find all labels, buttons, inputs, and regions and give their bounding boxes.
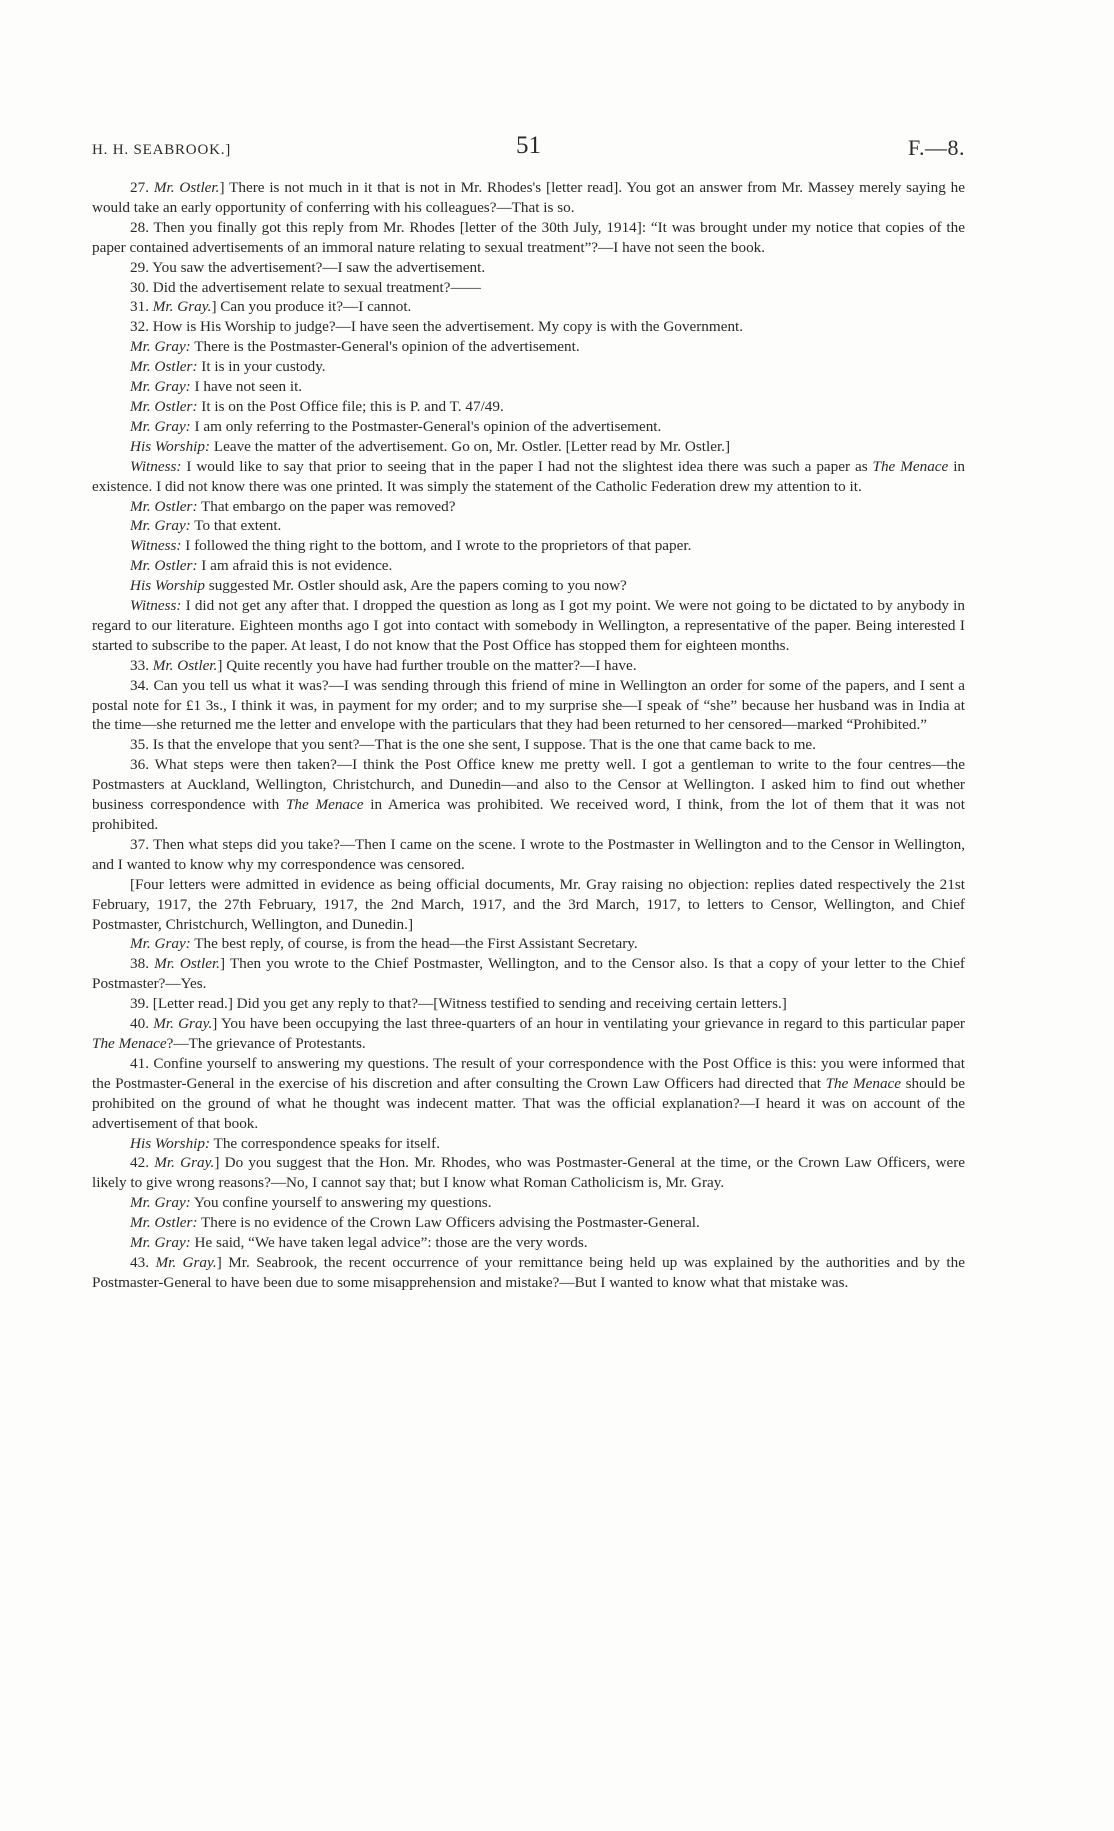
page-number: 51 [516, 132, 541, 159]
italic-text-run: Mr. Ostler: [130, 1214, 198, 1232]
text-run: 43. [130, 1253, 156, 1271]
paragraph [92, 397, 965, 417]
paragraph [92, 258, 965, 278]
text-run: ] Then you wrote to the Chief Postmaster, Wellington, and to the Censor also. Is that a copy of your letter to the Chief Postmaster?—Yes. [92, 955, 965, 993]
text-run: I am only referring to the Postmaster-General's opinion of the advertisement. [190, 417, 662, 435]
paragraph [92, 596, 965, 656]
text-run: Leave the matter of the advertisement. Go on, Mr. Ostler. [Letter read by Mr. Ostler.] [210, 437, 731, 455]
text-run: in America was prohibited. We received word, I think, from the lot of them that it was not prohibited. [92, 796, 965, 833]
italic-text-run: Mr. Ostler: [130, 497, 198, 515]
text-run: ] Quite recently you have had further trouble on the matter?—I have. [217, 656, 637, 674]
text-run: 32. How is His Worship to judge?—I have seen the advertisement. My copy is with the Government. [130, 318, 744, 336]
text-run: To that extent. [190, 517, 282, 535]
paragraph [92, 934, 965, 954]
paragraph [92, 676, 965, 736]
italic-text-run: Mr. Ostler. [154, 955, 220, 973]
italic-text-run: Mr. Gray: [130, 417, 191, 435]
text-run: I would like to say that prior to seeing that in the paper I had not the slightest idea there was such a paper as [181, 457, 873, 475]
paragraph [92, 1054, 965, 1134]
italic-text-run: Mr. Gray. [154, 1154, 215, 1172]
paragraph [92, 178, 965, 218]
text-run: There is the Postmaster-General's opinion of the advertisement. [190, 338, 580, 356]
paragraph [92, 457, 965, 497]
paragraph [92, 1193, 965, 1213]
paragraph [92, 875, 965, 935]
italic-text-run: The Menace [825, 1074, 902, 1092]
italic-text-run: Witness: [130, 457, 182, 475]
paragraph [92, 556, 965, 576]
text-run: The best reply, of course, is from the head—the First Assistant Secretary. [190, 935, 638, 953]
italic-text-run: Mr. Gray. [152, 298, 212, 316]
text-run: ] Mr. Seabrook, the recent occurrence of your remittance being held up was explained by the authorities and by the Postmaster-General to have been due to some misapprehension and mistake?—But I wanted to know what that mistake was. [92, 1253, 965, 1291]
text-run: You confine yourself to answering my questions. [190, 1194, 492, 1212]
italic-text-run: Mr. Gray: [130, 1194, 191, 1212]
text-run: It is in your custody. [197, 358, 326, 376]
paragraph [92, 377, 965, 397]
paragraph [92, 656, 965, 676]
header-witness-name: H. H. SEABROOK.] [92, 142, 232, 158]
paragraph [92, 437, 965, 457]
text-run: I did not get any after that. I dropped the question as long as I got my point. We were not going to be dictated to by anybody in regard to our literature. Eighteen months ago I got into contact with somebody in Wellington, a representative of the paper. Being interested I started to subscribe to the paper. At least, I do not know that the Post Office has stopped them for eighteen months. [92, 597, 965, 654]
text-run: 30. Did the advertisement relate to sexual treatment?—— [130, 278, 481, 296]
paragraph [92, 317, 965, 337]
text-run: 29. You saw the advertisement?—I saw the advertisement. [130, 258, 486, 276]
italic-text-run: The Menace [92, 1034, 167, 1052]
italic-text-run: Mr. Gray: [130, 935, 191, 953]
paragraph [92, 735, 965, 755]
paragraph [92, 297, 965, 317]
italic-text-run: Mr. Gray: [130, 338, 191, 356]
paragraph [92, 218, 965, 258]
italic-text-run: Mr. Ostler: [130, 557, 198, 575]
text-run: 40. [130, 1015, 154, 1033]
paragraph [92, 536, 965, 556]
paragraph [92, 337, 965, 357]
text-run: I have not seen it. [190, 378, 303, 396]
text-run: [Four letters were admitted in evidence as being official documents, Mr. Gray raising no objection: replies dated respectively the 21st February, 1917, the 27th February, 1917, the 2nd March, 1917, and the 3rd March, 1917, to letters to Censor, Wellington, and Chief Postmaster, Christchurch, Wellington, and Dunedin.] [92, 875, 965, 933]
italic-text-run: Mr. Ostler: [130, 397, 198, 415]
text-run: 37. Then what steps did you take?—Then I came on the scene. I wrote to the Postmaster in Wellington and to the Censor in Wellington, and I wanted to know why my correspondence was censored. [92, 835, 965, 873]
paragraph [92, 954, 965, 994]
paragraph [92, 1153, 965, 1193]
text-run: ] You have been occupying the last three-quarters of an hour in ventilating your grievance in regard to this particular paper [212, 1015, 965, 1033]
italic-text-run: Mr. Gray. [155, 1253, 217, 1271]
paragraph [92, 835, 965, 875]
text-run: It is on the Post Office file; this is P. and T. 47/49. [197, 397, 504, 415]
italic-text-run: Mr. Gray: [130, 517, 191, 535]
italic-text-run: Witness: [130, 597, 182, 615]
text-run: 35. Is that the envelope that you sent?—That is the one she sent, I suppose. That is the one that came back to me. [130, 736, 816, 754]
italic-text-run: The Menace [872, 457, 949, 475]
paragraph [92, 1134, 965, 1154]
paragraph [92, 1213, 965, 1233]
paragraph [92, 755, 965, 835]
paragraph [92, 516, 965, 536]
italic-text-run: Witness: [130, 537, 182, 555]
paragraph [92, 1014, 965, 1054]
text-run: 38. [130, 955, 155, 973]
italic-text-run: Mr. Gray: [130, 1234, 191, 1252]
paragraph [92, 1233, 965, 1253]
text-run: The correspondence speaks for itself. [210, 1134, 441, 1152]
paragraph [92, 417, 965, 437]
text-run: I am afraid this is not evidence. [197, 557, 393, 575]
text-run: 42. [130, 1154, 155, 1172]
page-header [92, 132, 965, 168]
italic-text-run: Mr. Gray. [153, 1015, 213, 1033]
text-run: 34. Can you tell us what it was?—I was sending through this friend of mine in Wellington an order for some of the papers, and I sent a postal note for £1 3s., I think it was, in payment for my order; and to my surprise she—I speak of “she” because her husband was in India at the time—she returned me the letter and envelope with the particulars that they had been returned to her censored—marked “Prohibited.” [92, 676, 965, 734]
paragraph [92, 1253, 965, 1293]
text-run: He said, “We have taken legal advice”: those are the very words. [190, 1234, 588, 1252]
text-run: 36. What steps were then taken?—I think the Post Office knew me pretty well. I got a gentleman to write to the four centres—the Postmasters at Auckland, Wellington, Christchurch, and Dunedin—and also to the Censor at Wellington. I asked him to find out whether business correspondence with [92, 756, 965, 814]
text-run: 27. [130, 179, 154, 196]
text-run: ] Do you suggest that the Hon. Mr. Rhodes, who was Postmaster-General at the time, or the Crown Law Officers, were likely to give wrong reasons?—No, I cannot say that; but I know what Roman Catholicism is, Mr. Gray. [92, 1154, 965, 1192]
document-id: F.—8. [908, 135, 965, 160]
text-run: 28. Then you finally got this reply from Mr. Rhodes [letter of the 30th July, 1914]: “It was brought under my notice that copies of the paper contained advertisements of an immoral nature relating to sexual treatment”?—I have not seen the book. [92, 218, 965, 256]
text-run: 31. [130, 298, 153, 316]
text-run: suggested Mr. Ostler should ask, Are the papers coming to you now? [204, 577, 627, 595]
italic-text-run: His Worship [130, 577, 205, 595]
text-run: That embargo on the paper was removed? [197, 497, 456, 515]
italic-text-run: Mr. Ostler. [153, 179, 220, 196]
text-run: I followed the thing right to the bottom, and I wrote to the proprietors of that paper. [181, 537, 692, 555]
text-run: 41. Confine yourself to answering my questions. The result of your correspondence with the Post Office is this: you were informed that the Postmaster-General in the exercise of his discretion and after consulting the Crown Law Officers had directed that [92, 1054, 965, 1092]
document-body [92, 178, 965, 1293]
paragraph [92, 497, 965, 517]
italic-text-run: The Menace [285, 796, 364, 814]
text-run: ] There is not much in it that is not in Mr. Rhodes's [letter read]. You got an answer from Mr. Massey merely saying he would take an early opportunity of conferring with his colleagues?—That is so. [92, 179, 966, 216]
italic-text-run: Mr. Gray: [130, 378, 191, 396]
paragraph [92, 357, 965, 377]
paragraph [92, 278, 965, 298]
text-run: ] Can you produce it?—I cannot. [211, 298, 412, 316]
paragraph [92, 576, 965, 596]
text-run: 39. [Letter read.] Did you get any reply to that?—[Witness testified to sending and receiving certain letters.] [130, 995, 787, 1013]
italic-text-run: His Worship: [130, 1134, 211, 1152]
text-run: ?—The grievance of Protestants. [166, 1034, 366, 1052]
text-run: There is no evidence of the Crown Law Officers advising the Postmaster-General. [197, 1214, 700, 1232]
italic-text-run: His Worship: [130, 437, 211, 455]
text-run: 33. [130, 656, 153, 674]
paragraph [92, 994, 965, 1014]
italic-text-run: Mr. Ostler: [130, 358, 198, 376]
italic-text-run: Mr. Ostler. [152, 656, 218, 674]
text-run: should be prohibited on the ground of what he thought was indecent matter. That was the official explanation?—I heard it was on account of the advertisement of that book. [92, 1074, 966, 1132]
text-run: in existence. I did not know there was one printed. It was simply the statement of the Catholic Federation drew my attention to it. [92, 457, 966, 495]
